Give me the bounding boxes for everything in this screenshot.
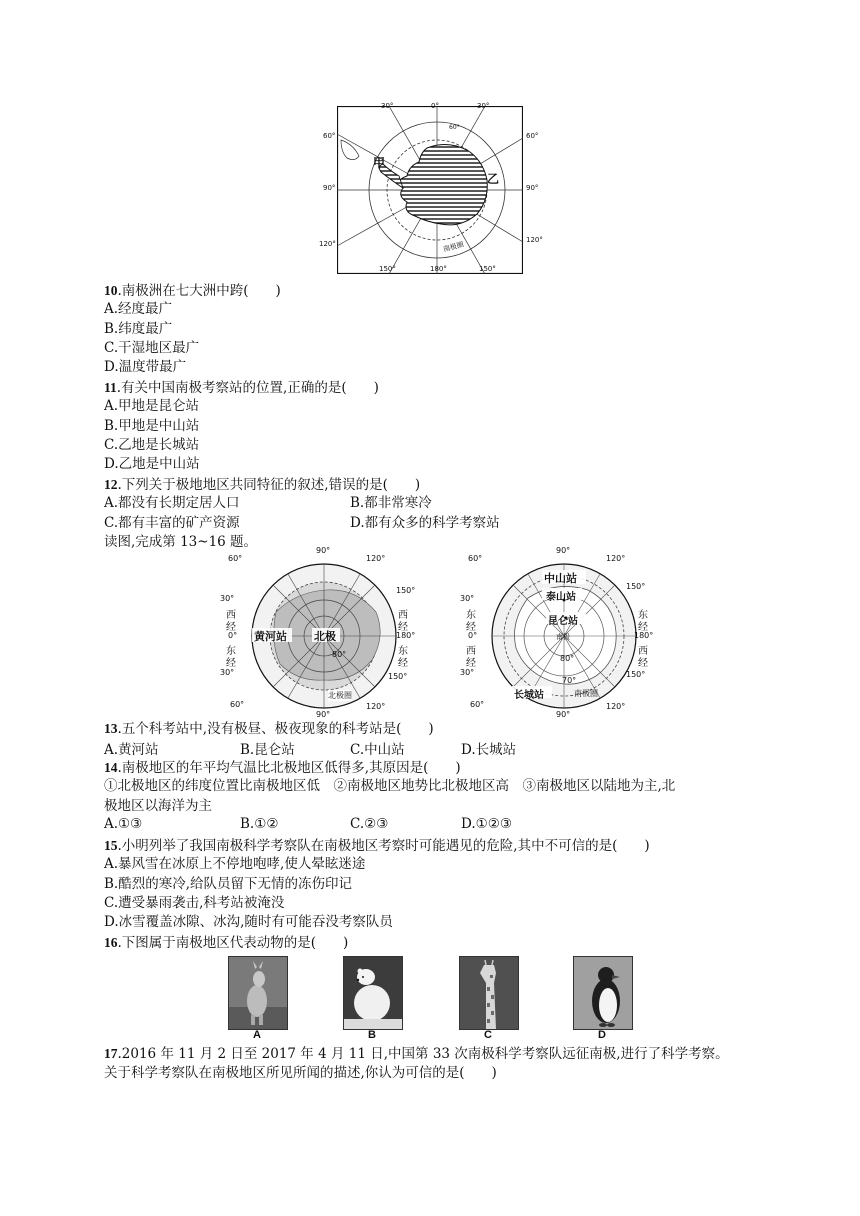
map1-left-label-3: 120° [319,240,336,248]
south-right-word-4: 经 [638,658,648,669]
antarctic-circle-label-2: 南极圈 [574,689,598,698]
map1-left-label-1: 60° [323,132,336,140]
q15-text: .小明列举了我国南极科学考察队在南极地区考察时可能遇见的危险,其中不可信的是( ) [117,838,650,854]
q15-stem [104,836,650,856]
north-right-150a: 150° [396,586,416,595]
q15-option-d[interactable]: D.冰雪覆盖冰隙、冰沟,随时有可能吞没考察队员 [104,914,393,930]
marker-yi: 乙 [487,172,500,186]
changcheng-station-label: 长城站 [514,690,544,701]
map1-top-label-1: 30° [381,102,394,110]
north-right-word-1: 西 [398,610,408,621]
q11-option-a[interactable]: A.甲地是昆仑站 [104,398,200,414]
q14-statements-cont: 极地区以海洋为主 [104,798,212,814]
q17-stem-cont: 关于科学考察队在南极地区所见所闻的描述,你认为可信的是( ) [104,1065,497,1081]
q10-option-d[interactable]: D.温度带最广 [104,359,187,375]
south-left-60a: 60° [468,554,483,563]
south-bottom-90: 90° [556,710,571,719]
q10-stem [104,281,281,301]
south-left-60b: 60° [470,700,485,709]
q14-option-c[interactable]: C.②③ [350,816,389,832]
map1-right-label-1: 60° [526,132,539,140]
q16-text: .下图属于南极地区代表动物的是( ) [117,935,349,951]
map1-right-label-3: 120° [526,236,543,244]
south-pole-label: 南极 [556,633,570,641]
south-lat-80: 80° [560,654,575,663]
antarctic-map-figure [319,102,543,274]
q12-option-b[interactable]: B.都非常寒冷 [350,495,432,511]
q12-number: 12 [104,477,118,492]
q11-stem [104,378,379,398]
marker-jia: 甲 [373,156,386,170]
north-top-90: 90° [316,546,331,555]
map1-left-label-2: 90° [323,184,336,192]
map1-right-label-2: 90° [526,184,539,192]
map1-top-label-3: 30° [477,102,490,110]
animal-label-d: D [598,1029,606,1041]
animal-label-b: B [368,1029,376,1041]
q15-option-a[interactable]: A.暴风雪在冰原上不停地咆哮,使人晕眩迷途 [104,856,366,872]
animal-label-a: A [253,1029,261,1041]
q16-number: 16 [104,935,118,950]
antarctic-circle-label: 南极圈 [442,240,465,254]
map1-inner-label: 60° [449,124,460,131]
north-left-0: 0° [228,631,238,640]
q12-option-d[interactable]: D.都有众多的科学考察站 [350,515,500,531]
south-left-30a: 30° [460,594,475,603]
south-left-word-4: 经 [466,658,476,669]
q11-option-b[interactable]: B.甲地是中山站 [104,418,200,434]
q15-option-b[interactable]: B.酷烈的寒冷,给队员留下无情的冻伤印记 [104,876,353,892]
q10-option-c[interactable]: C.干湿地区最广 [104,340,200,356]
north-left-30b: 30° [220,668,235,677]
huanghe-station-label: 黄河站 [254,630,287,643]
q13-option-d[interactable]: D.长城站 [461,742,517,758]
south-right-150a: 150° [626,582,646,591]
map1-bottom-label-2: 180° [430,265,447,273]
kunlun-station-label: 昆仑站 [548,616,578,627]
north-right-180: 180° [396,631,416,640]
south-right-word-3: 西 [638,646,648,657]
q12-text: .下列关于极地地区共同特征的叙述,错误的是( ) [117,477,421,493]
q13-option-b[interactable]: B.昆仑站 [240,742,295,758]
north-bottom-90: 90° [316,710,331,719]
q14-number: 14 [104,760,118,775]
south-top-120: 120° [606,554,626,563]
q10-number: 10 [104,283,118,298]
north-polar-map [220,546,416,720]
map1-bottom-label-1: 150° [379,265,396,273]
q11-text: .有关中国南极考察站的位置,正确的是( ) [116,380,379,396]
map1-top-label-2: 0° [431,102,439,110]
animal-label-c: C [484,1029,492,1041]
animal-photo-polar-bear[interactable] [343,956,403,1030]
q12-stem [104,475,420,495]
north-left-word-3: 东 [226,646,236,657]
q11-option-c[interactable]: C.乙地是长城站 [104,437,200,453]
q14-option-b[interactable]: B.①② [240,816,279,832]
north-left-word-4: 经 [226,658,236,669]
q17-text: .2016 年 11 月 2 日至 2017 年 4 月 11 日,中国第 33 次南极科学考察队远征南极,进行了科学考察。 [117,1046,729,1062]
north-left-60b: 60° [230,700,245,709]
q12-option-c[interactable]: C.都有丰富的矿产资源 [104,515,240,531]
taishan-station-label: 泰山站 [546,592,576,603]
q14-option-a[interactable]: A.①③ [104,816,143,832]
q13-number: 13 [104,721,118,736]
q11-option-d[interactable]: D.乙地是中山站 [104,456,200,472]
north-left-word-2: 经 [226,622,236,633]
q15-number: 15 [104,838,118,853]
north-top-120: 120° [366,554,386,563]
south-right-150b: 150° [626,670,646,679]
animal-photo-giraffe[interactable] [459,956,519,1030]
q15-option-c[interactable]: C.遭受暴雨袭击,科考站被淹没 [104,895,285,911]
south-right-180: 180° [634,631,654,640]
north-left-word-1: 西 [226,610,236,621]
north-left-60a: 60° [228,554,243,563]
q12-option-a[interactable]: A.都没有长期定居人口 [104,495,240,511]
q17-stem [104,1044,729,1064]
south-polar-map [460,546,654,720]
south-lat-70: 70° [562,676,577,685]
south-right-word-2: 经 [638,622,648,633]
north-right-word-4: 经 [398,658,408,669]
q16-stem [104,933,348,953]
animal-photo-kangaroo[interactable] [228,956,288,1030]
zhongshan-station-label: 中山站 [544,572,577,585]
arctic-circle-label: 北极圈 [328,691,352,700]
south-left-word-2: 经 [466,622,476,633]
q14-statements: ①北极地区的纬度位置比南极地区低 ②南极地区地势比北极地区高 ③南极地区以陆地为主,北 [104,778,676,794]
north-lat-80: 80° [332,650,347,659]
q17-number: 17 [104,1046,118,1061]
q14-stem [104,758,461,778]
north-pole-label: 北极 [314,630,336,643]
instruction: 读图,完成第 13~16 题。 [104,534,258,550]
animal-photo-penguin[interactable] [573,956,633,1030]
south-right-word-1: 东 [638,610,648,621]
north-left-30a: 30° [220,594,235,603]
north-right-150b: 150° [388,672,408,681]
q10-option-a[interactable]: A.经度最广 [104,301,173,317]
south-left-0: 0° [468,631,478,640]
q14-option-d[interactable]: D.①②③ [461,816,512,832]
south-left-word-1: 东 [466,610,476,621]
q13-stem [104,719,434,739]
north-bottom-120: 120° [366,702,386,711]
q14-text: .南极地区的年平均气温比北极地区低得多,其原因是( ) [117,760,461,776]
south-left-30b: 30° [460,668,475,677]
north-right-word-3: 东 [398,646,408,657]
q13-text: .五个科考站中,没有极昼、极夜现象的科考站是( ) [117,721,434,737]
q10-text: .南极洲在七大洲中跨( ) [117,283,281,299]
south-top-90: 90° [556,546,571,555]
south-bottom-120: 120° [606,702,626,711]
q13-option-c[interactable]: C.中山站 [350,742,405,758]
q13-option-a[interactable]: A.黄河站 [104,742,159,758]
q11-number: 11 [104,380,117,395]
q10-option-b[interactable]: B.纬度最广 [104,321,173,337]
south-left-word-3: 西 [466,646,476,657]
north-right-word-2: 经 [398,622,408,633]
map1-bottom-label-3: 150° [479,265,496,273]
